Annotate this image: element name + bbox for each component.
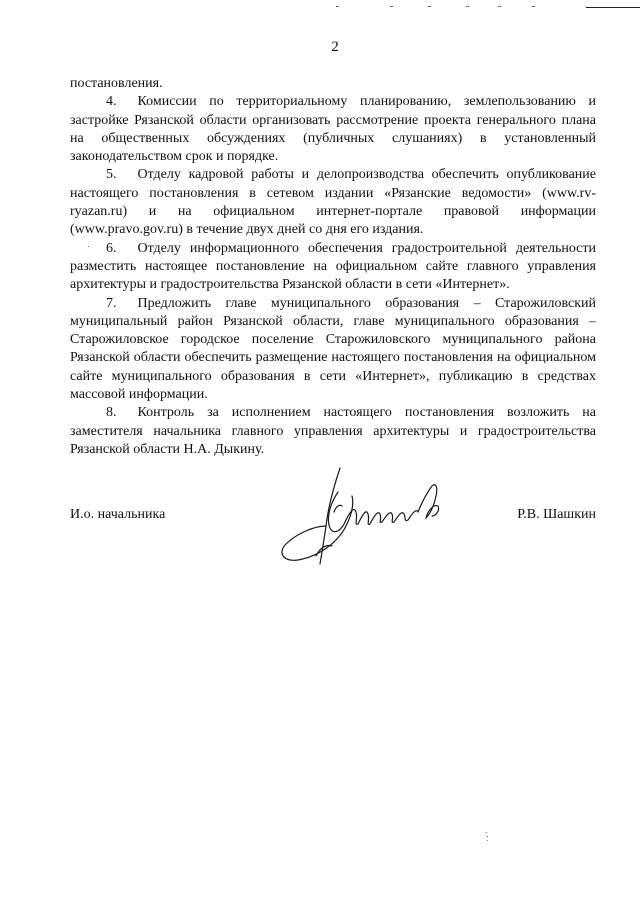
page-number: 2 [331,39,339,55]
paragraph-continuation: постановления. [70,76,163,91]
scan-speck [88,246,89,247]
signature-block [70,507,596,527]
scan-edge-line [586,7,640,8]
scan-speck [487,840,488,841]
signatory-title: И.о. начальника [70,507,166,522]
paragraph-item-6: 6. Отделу информационного обеспечения градостроительной деятельности разместить настоящее постановление на официальном сайте главного управления архитектуры и градостроительства Рязанской области в сети «Интернет». [70,240,596,293]
paragraph-item-8: 8. Контроль за исполнением настоящего постановления возложить на заместителя начальника главного управления архитектуры и градостроительства Рязанской области Н.А. Дыкину. [70,405,596,457]
signatory-name: Р.В. Шашкин [517,507,596,522]
scan-speck [486,832,487,833]
scan-artifacts [336,6,536,10]
paragraph-item-4: 4. Комиссии по территориальному планированию, землепользованию и застройке Рязанской области организовать рассмотрение проекта генерального плана на общественных обсуждениях (публичных слушаниях) в установленный законодательством срок и порядке. [70,94,596,165]
scan-speck [487,836,488,837]
document-body [70,75,596,459]
paragraph-item-5: 5. Отделу кадровой работы и делопроизводства обеспечить опубликование настоящего постановления в сетевом издании «Рязанские ведомости» (www.rv-ryazan.ru) и на официальном интернет-портале правовой информации (www.pravo.gov.ru) в течение двух дней со дня его издания. [70,167,596,238]
paragraph-item-7: 7. Предложить главе муниципального образования – Старожиловский муниципальный район Рязанской области, главе муниципального образования – Старожиловское городское поселение Старожиловского муниципального района Рязанской области обеспечить размещение настоящего постановления на официальном сайте муниципального образования в сети «Интернет», публикацию в средствах массовой информации. [70,295,596,403]
